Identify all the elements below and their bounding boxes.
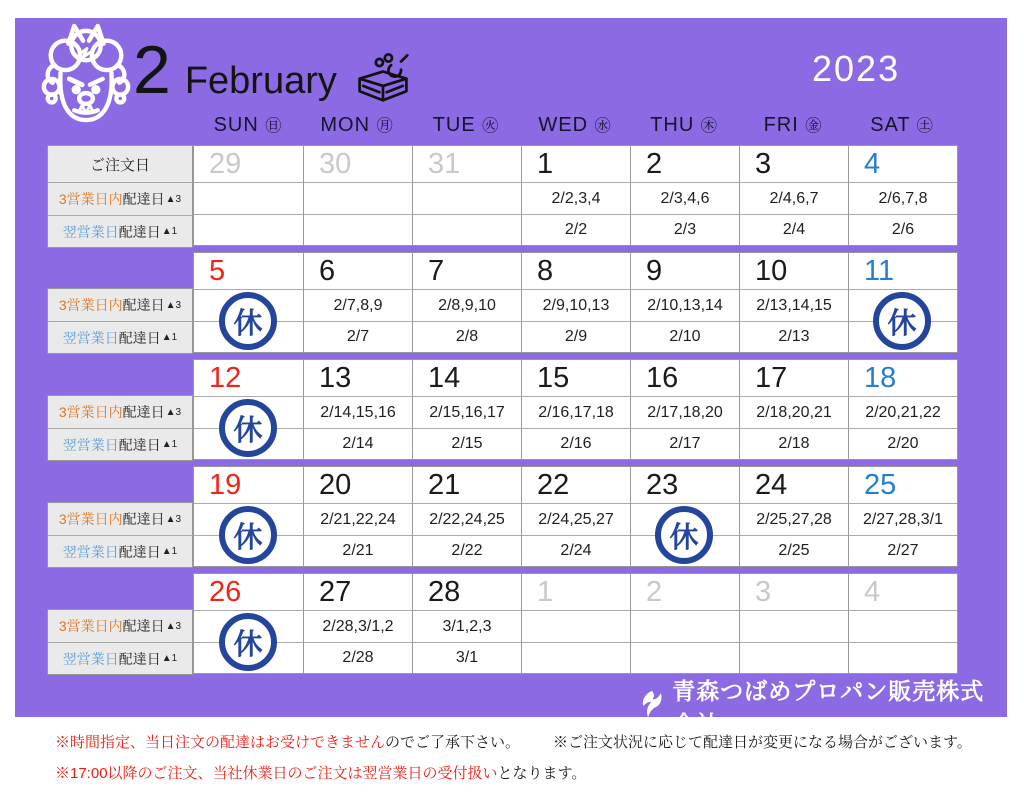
month-number: 2 (133, 32, 171, 108)
delivery-nextday-cell: 2/22 (412, 535, 521, 566)
delivery-3day-cell: 2/18,20,21 (739, 396, 848, 428)
delivery-3day-cell: 2/16,17,18 (521, 396, 630, 428)
week-row-3 (15, 359, 956, 461)
day-header-label: WED (538, 114, 595, 136)
date-cell: 6 (303, 253, 412, 289)
row-label-nextday-colored: 翌営業日 (62, 436, 119, 453)
delivery-3day-cell: 2/20,21,22 (848, 396, 957, 428)
delivery-3day-cell (739, 610, 848, 642)
week-row-1 (15, 145, 956, 247)
week-days-grid (193, 359, 958, 460)
date-cell: 13 (303, 360, 412, 396)
date-cell: 25 (848, 467, 957, 503)
row-label-nextday-rest: 配達日 (118, 650, 161, 667)
delivery-nextday-cell: 2/7 (303, 321, 412, 352)
date-cell: 12 (209, 361, 242, 394)
delivery-3day-cell (521, 610, 630, 642)
footer-note-2: ※ご注文状況に応じて配達日が変更になる場合がございます。 (553, 734, 972, 751)
row-label-nextday-delivery (48, 428, 192, 460)
row-label-column (47, 145, 193, 248)
closed-day-mark: 休 (655, 506, 713, 564)
delivery-nextday-cell: 2/2 (521, 214, 630, 245)
row-label-column (47, 609, 193, 675)
date-cell: 21 (412, 467, 521, 503)
delivery-nextday-cell: 2/28 (303, 642, 412, 673)
day-header-tue (411, 113, 520, 137)
delivery-nextday-cell: 2/24 (521, 535, 630, 566)
row-label-3day-colored: 3営業日内 (58, 618, 123, 634)
row-label-3day-rest: 配達日 (122, 297, 165, 313)
row-label-nextday-rest: 配達日 (118, 436, 161, 453)
day-header-sun (193, 113, 302, 137)
month-title (133, 32, 415, 108)
delivery-3day-cell (303, 182, 412, 214)
closed-day-mark: 休 (219, 613, 277, 671)
row-label-3day-sub: ▲3 (165, 513, 182, 525)
delivery-nextday-cell: 2/16 (521, 428, 630, 459)
delivery-nextday-cell: 2/8 (412, 321, 521, 352)
delivery-nextday-cell (848, 642, 957, 673)
delivery-nextday-cell: 2/21 (303, 535, 412, 566)
bean-box-icon (351, 49, 415, 103)
delivery-nextday-cell (521, 642, 630, 673)
date-cell: 17 (739, 360, 848, 396)
footer-note-3 (55, 762, 586, 783)
row-label-nextday-sub: ▲1 (161, 439, 178, 450)
week-days-grid (193, 466, 958, 567)
row-label-3day-colored: 3営業日内 (58, 297, 123, 313)
delivery-nextday-cell: 2/17 (630, 428, 739, 459)
delivery-nextday-cell: 2/14 (303, 428, 412, 459)
delivery-3day-cell: 3/1,2,3 (412, 610, 521, 642)
delivery-nextday-cell: 2/27 (848, 535, 957, 566)
row-label-3day-sub: ▲3 (165, 406, 182, 418)
row-label-nextday-sub: ▲1 (161, 653, 178, 664)
closed-day-mark: 休 (873, 292, 931, 350)
row-label-column (47, 395, 193, 461)
week-days-grid (193, 252, 958, 353)
week-row-5 (15, 573, 956, 675)
row-label-nextday-sub: ▲1 (161, 546, 178, 557)
week-days-grid (193, 573, 958, 674)
row-label-3day-rest: 配達日 (122, 511, 165, 527)
day-header-sat (847, 113, 956, 137)
delivery-nextday-cell (739, 642, 848, 673)
row-label-nextday-colored: 翌営業日 (62, 329, 119, 346)
delivery-3day-cell: 2/14,15,16 (303, 396, 412, 428)
delivery-nextday-cell: 2/9 (521, 321, 630, 352)
date-cell: 27 (303, 574, 412, 610)
day-header-thu (629, 113, 738, 137)
date-cell: 19 (209, 468, 242, 501)
row-label-3day-rest: 配達日 (122, 618, 165, 634)
delivery-nextday-cell: 2/3 (630, 214, 739, 245)
row-label-column (47, 502, 193, 568)
oni-demon-icon (37, 22, 135, 126)
delivery-3day-cell: 2/15,16,17 (412, 396, 521, 428)
delivery-3day-cell: 2/17,18,20 (630, 396, 739, 428)
row-label-nextday-colored: 翌営業日 (62, 543, 119, 560)
company-band (639, 673, 1007, 739)
row-label-order-date: ご注文日 (89, 156, 150, 174)
closed-day-mark: 休 (219, 506, 277, 564)
day-header-mon (302, 113, 411, 137)
date-cell: 1 (521, 146, 630, 182)
delivery-3day-cell: 2/4,6,7 (739, 182, 848, 214)
row-label-3day-delivery (48, 610, 192, 642)
week-row-4 (15, 466, 956, 568)
delivery-3day-cell: 2/21,22,24 (303, 503, 412, 535)
row-label-3day-colored: 3営業日内 (58, 511, 123, 527)
delivery-nextday-cell: 2/25 (739, 535, 848, 566)
delivery-nextday-cell: 2/18 (739, 428, 848, 459)
day-header-row (193, 113, 956, 137)
row-label-3day-delivery (48, 396, 192, 428)
weekday-circle-mark: ㊊ (376, 118, 393, 135)
delivery-3day-cell (848, 610, 957, 642)
row-label-3day-delivery (48, 503, 192, 535)
closed-day-mark: 休 (219, 399, 277, 457)
delivery-3day-cell (194, 182, 303, 214)
row-label-3day-sub: ▲3 (165, 193, 182, 205)
footer-note-3-red: ※17:00以降のご注文、当社休業日のご注文は翌営業日の受付扱い (55, 765, 498, 782)
year-label: 2023 (812, 48, 901, 89)
day-header-label: FRI (763, 114, 806, 136)
row-label-nextday-rest: 配達日 (118, 329, 161, 346)
date-cell: 24 (739, 467, 848, 503)
delivery-3day-cell: 2/22,24,25 (412, 503, 521, 535)
day-header-label: SAT (870, 114, 917, 136)
footer-note-3-black: となります。 (497, 765, 587, 782)
day-header-label: SUN (213, 114, 266, 136)
date-cell: 2 (630, 574, 739, 610)
delivery-nextday-cell (412, 214, 521, 245)
footer-note-1-red: ※時間指定、当日注文の配達はお受けできません (55, 734, 386, 751)
date-cell: 4 (848, 146, 957, 182)
delivery-nextday-cell (630, 642, 739, 673)
date-cell: 5 (209, 254, 226, 287)
row-label-nextday-sub: ▲1 (161, 332, 178, 343)
date-cell: 30 (303, 146, 412, 182)
row-label-3day-colored: 3営業日内 (58, 404, 123, 420)
row-label-nextday-delivery (48, 642, 192, 674)
row-label-nextday-rest: 配達日 (118, 223, 161, 240)
delivery-nextday-cell: 2/4 (739, 214, 848, 245)
delivery-3day-cell (412, 182, 521, 214)
date-cell: 26 (209, 575, 242, 608)
date-cell: 2 (630, 146, 739, 182)
weekday-circle-mark: ㊍ (700, 118, 717, 135)
row-label-3day-sub: ▲3 (165, 299, 182, 311)
company-name: 青森つばめプロパン販売株式会社 (672, 678, 985, 737)
row-label-3day-sub: ▲3 (165, 620, 182, 632)
delivery-3day-cell: 2/25,27,28 (739, 503, 848, 535)
date-cell: 23 (630, 467, 739, 503)
date-cell: 18 (848, 360, 957, 396)
date-cell: 16 (630, 360, 739, 396)
calendar-panel (15, 18, 1007, 737)
date-cell: 8 (521, 253, 630, 289)
date-cell: 4 (848, 574, 957, 610)
row-label-3day-rest: 配達日 (122, 404, 165, 420)
delivery-nextday-cell: 2/10 (630, 321, 739, 352)
month-name: February (184, 60, 337, 102)
delivery-nextday-cell: 2/13 (739, 321, 848, 352)
delivery-3day-cell (630, 610, 739, 642)
row-label-nextday-colored: 翌営業日 (62, 223, 119, 240)
date-cell: 28 (412, 574, 521, 610)
day-header-label: TUE (432, 114, 483, 136)
row-label-nextday-sub: ▲1 (161, 226, 178, 237)
delivery-nextday-cell (303, 214, 412, 245)
day-header-wed (520, 113, 629, 137)
delivery-3day-cell: 2/2,3,4 (521, 182, 630, 214)
delivery-3day-cell: 2/7,8,9 (303, 289, 412, 321)
delivery-3day-cell: 2/3,4,6 (630, 182, 739, 214)
row-label-nextday-colored: 翌営業日 (62, 650, 119, 667)
weekday-circle-mark: ㊏ (916, 118, 933, 135)
closed-day-mark: 休 (219, 292, 277, 350)
row-label-nextday-delivery (48, 215, 192, 247)
weekday-circle-mark: ㊌ (594, 118, 611, 135)
footer-note-1 (55, 731, 520, 752)
date-cell: 20 (303, 467, 412, 503)
row-label-column (47, 288, 193, 354)
date-cell: 7 (412, 253, 521, 289)
delivery-nextday-cell: 2/6 (848, 214, 957, 245)
row-label-3day-rest: 配達日 (122, 191, 165, 207)
date-cell: 29 (209, 147, 242, 180)
row-label-3day-delivery (48, 289, 192, 321)
date-cell: 14 (412, 360, 521, 396)
delivery-nextday-cell (194, 214, 303, 245)
day-header-label: THU (650, 114, 701, 136)
date-cell: 31 (412, 146, 521, 182)
week-row-2 (15, 252, 956, 354)
delivery-3day-cell: 2/13,14,15 (739, 289, 848, 321)
date-cell: 15 (521, 360, 630, 396)
delivery-3day-cell: 2/27,28,3/1 (848, 503, 957, 535)
row-label-nextday-rest: 配達日 (118, 543, 161, 560)
date-cell: 3 (739, 146, 848, 182)
delivery-3day-cell: 2/10,13,14 (630, 289, 739, 321)
footer-note-1-black: のでご了承下さい。 (385, 734, 521, 751)
row-label-3day-delivery (48, 182, 192, 215)
weekday-circle-mark: ㊐ (265, 118, 282, 135)
delivery-3day-cell: 2/6,7,8 (848, 182, 957, 214)
week-days-grid (193, 145, 958, 246)
row-label-3day-colored: 3営業日内 (58, 191, 123, 207)
date-cell: 1 (521, 574, 630, 610)
day-header-fri (738, 113, 847, 137)
row-label-nextday-delivery (48, 535, 192, 567)
weekday-circle-mark: ㊋ (482, 118, 499, 135)
date-cell: 3 (739, 574, 848, 610)
delivery-3day-cell: 2/24,25,27 (521, 503, 630, 535)
date-cell: 10 (739, 253, 848, 289)
swallow-logo-icon (639, 689, 663, 723)
date-cell: 22 (521, 467, 630, 503)
delivery-nextday-cell: 3/1 (412, 642, 521, 673)
delivery-3day-cell: 2/9,10,13 (521, 289, 630, 321)
row-label-nextday-delivery (48, 321, 192, 353)
delivery-3day-cell: 2/28,3/1,2 (303, 610, 412, 642)
date-cell: 9 (630, 253, 739, 289)
delivery-nextday-cell: 2/20 (848, 428, 957, 459)
delivery-3day-cell: 2/8,9,10 (412, 289, 521, 321)
day-header-label: MON (320, 114, 377, 136)
delivery-nextday-cell: 2/15 (412, 428, 521, 459)
weekday-circle-mark: ㊎ (805, 118, 822, 135)
date-cell: 11 (848, 253, 957, 289)
